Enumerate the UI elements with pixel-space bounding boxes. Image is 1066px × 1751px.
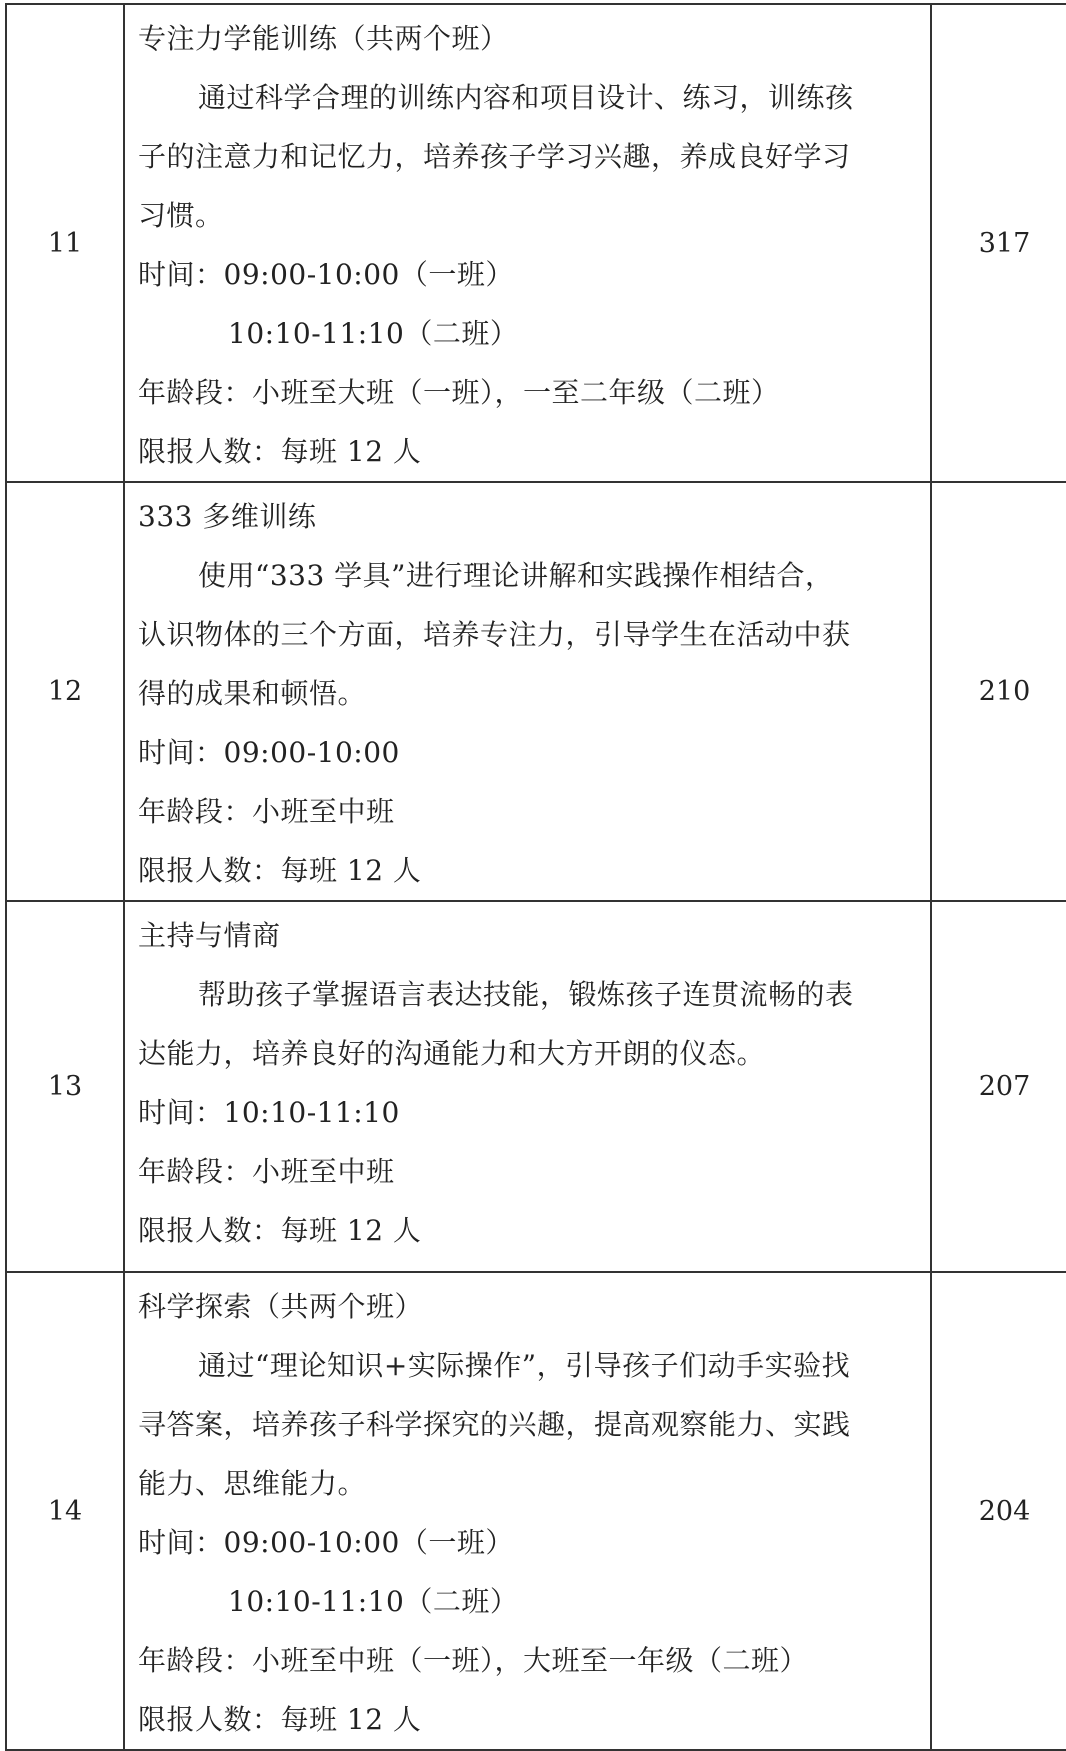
- course-description-line: 使用“333 学具”进行理论讲解和实践操作相结合，: [198, 559, 834, 592]
- course-details: [124, 901, 931, 1272]
- course-enrollment-limit: 限报人数：每班 12 人: [138, 435, 422, 468]
- course-title: 333 多维训练: [138, 500, 317, 533]
- course-description-line: 认识物体的三个方面，培养专注力，引导学生在活动中获: [138, 618, 851, 651]
- course-age-range: 年龄段：小班至中班（一班），大班至一年级（二班）: [138, 1644, 809, 1677]
- course-description-line: 通过科学合理的训练内容和项目设计、练习，训练孩: [198, 81, 854, 114]
- course-age-range: 年龄段：小班至大班（一班），一至二年级（二班）: [138, 376, 780, 409]
- course-description-line: 子的注意力和记忆力，培养孩子学习兴趣，养成良好学习: [138, 140, 851, 173]
- table-row: [6, 901, 1066, 1272]
- course-description-line: 得的成果和顿悟。: [138, 677, 367, 710]
- course-count: 317: [931, 4, 1066, 482]
- course-details: [124, 482, 931, 901]
- course-title: 科学探索（共两个班）: [138, 1290, 424, 1323]
- course-description-line: 达能力，培养良好的沟通能力和大方开朗的仪态。: [138, 1037, 766, 1070]
- row-number: 11: [6, 4, 124, 482]
- course-time-second: 10:10-11:10（二班）: [228, 317, 519, 350]
- row-number: 13: [6, 901, 124, 1272]
- course-age-range: 年龄段：小班至中班: [138, 795, 395, 828]
- course-description-line: 寻答案，培养孩子科学探究的兴趣，提高观察能力、实践: [138, 1408, 851, 1441]
- table-row: [6, 1272, 1066, 1750]
- course-time-second: 10:10-11:10（二班）: [228, 1585, 519, 1618]
- course-time: 时间：09:00-10:00: [138, 736, 400, 769]
- course-enrollment-limit: 限报人数：每班 12 人: [138, 1214, 422, 1247]
- course-title: 主持与情商: [138, 919, 281, 952]
- course-description-line: 习惯。: [138, 199, 224, 232]
- course-details: [124, 4, 931, 482]
- course-description-line: 帮助孩子掌握语言表达技能，锻炼孩子连贯流畅的表: [198, 978, 854, 1011]
- course-count: 204: [931, 1272, 1066, 1750]
- course-count: 207: [931, 901, 1066, 1272]
- course-age-range: 年龄段：小班至中班: [138, 1155, 395, 1188]
- course-title: 专注力学能训练（共两个班）: [138, 22, 509, 55]
- course-time: 时间：09:00-10:00（一班）: [138, 258, 514, 291]
- course-enrollment-limit: 限报人数：每班 12 人: [138, 1703, 422, 1736]
- course-details: [124, 1272, 931, 1750]
- table-row: [6, 482, 1066, 901]
- course-table: [5, 3, 1066, 1751]
- table-row: [6, 4, 1066, 482]
- row-number: 12: [6, 482, 124, 901]
- course-time: 时间：09:00-10:00（一班）: [138, 1526, 514, 1559]
- course-time: 时间：10:10-11:10: [138, 1096, 400, 1129]
- course-count: 210: [931, 482, 1066, 901]
- course-enrollment-limit: 限报人数：每班 12 人: [138, 854, 422, 887]
- course-description-line: 通过“理论知识+实际操作”，引导孩子们动手实验找: [198, 1349, 851, 1382]
- row-number: 14: [6, 1272, 124, 1750]
- course-description-line: 能力、思维能力。: [138, 1467, 367, 1500]
